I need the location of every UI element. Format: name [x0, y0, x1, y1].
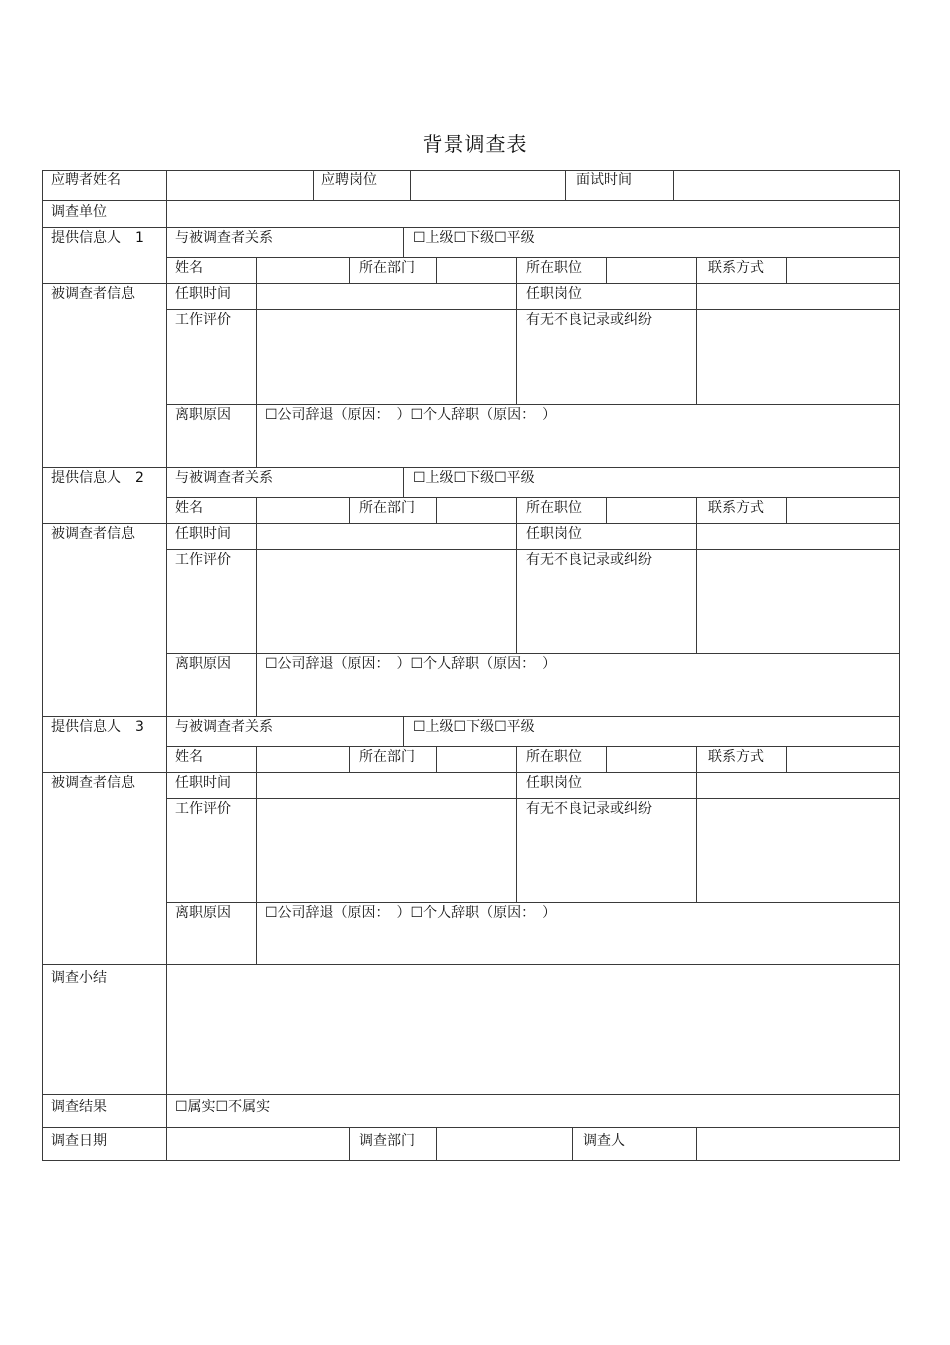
result-label: 调查结果 [51, 1099, 107, 1115]
provider-2-dept-field[interactable] [437, 498, 515, 523]
survey-dept-label: 调查部门 [359, 1133, 415, 1149]
provider-3-evaluation-field[interactable] [257, 799, 515, 902]
leave-reason-options: ☐公司辞退（原因： ）☐个人辞职（原因： ） [265, 656, 557, 672]
provider-1-post-field[interactable] [697, 284, 898, 309]
provider-name-label: 姓名 [175, 260, 203, 276]
table-rule-horizontal [166, 653, 900, 654]
survey-date-label: 调查日期 [51, 1133, 107, 1149]
leave-reason-label: 离职原因 [175, 656, 231, 672]
summary-label: 调查小结 [51, 970, 107, 986]
table-rule-vertical [166, 170, 167, 965]
provider-name-label: 姓名 [175, 500, 203, 516]
relation-options: ☐上级☐下级☐平级 [413, 230, 535, 246]
provider-1-record-field[interactable] [697, 310, 898, 404]
provider-2-evaluation-field[interactable] [257, 550, 515, 653]
evaluation-label: 工作评价 [175, 312, 231, 328]
provider-dept-label: 所在部门 [359, 749, 415, 765]
provider-2-tenure-field[interactable] [257, 524, 515, 549]
surveyor-field[interactable] [697, 1128, 898, 1159]
evaluation-label: 工作评价 [175, 801, 231, 817]
tenure-label: 任职时间 [175, 775, 231, 791]
survey-dept-field[interactable] [437, 1128, 571, 1159]
leave-reason-label: 离职原因 [175, 905, 231, 921]
table-rule-horizontal [166, 902, 900, 903]
table-rule-horizontal [42, 467, 900, 468]
page-title: 背景调查表 [422, 132, 528, 156]
provider-3-post-field[interactable] [697, 773, 898, 798]
table-rule-vertical [565, 170, 566, 201]
leave-reason-options: ☐公司辞退（原因： ）☐个人辞职（原因： ） [265, 407, 557, 423]
post-label: 任职岗位 [526, 526, 582, 542]
result-options: ☐属实☐不属实 [175, 1099, 271, 1115]
provider-2-record-field[interactable] [697, 550, 898, 653]
provider-2-label: 提供信息人 2 [51, 470, 144, 486]
provider-job-label: 所在职位 [526, 749, 582, 765]
tenure-label: 任职时间 [175, 526, 231, 542]
relation-label: 与被调查者关系 [175, 470, 273, 486]
evaluation-label: 工作评价 [175, 552, 231, 568]
table-rule-horizontal [166, 404, 900, 405]
table-rule-vertical [349, 257, 350, 284]
interview-time-label: 面试时间 [576, 172, 632, 188]
provider-2-job-field[interactable] [607, 498, 695, 523]
post-label: 任职岗位 [526, 286, 582, 302]
provider-3-name-field[interactable] [257, 747, 348, 772]
provider-3-label: 提供信息人 3 [51, 719, 144, 735]
provider-dept-label: 所在部门 [359, 500, 415, 516]
surveyor-label: 调查人 [583, 1133, 625, 1149]
table-rule-vertical [403, 227, 404, 258]
subject-info-label: 被调查者信息 [51, 775, 135, 791]
survey-date-field[interactable] [167, 1128, 348, 1159]
leave-reason-options: ☐公司辞退（原因： ）☐个人辞职（原因： ） [265, 905, 557, 921]
provider-contact-label: 联系方式 [708, 749, 764, 765]
position-applied-field[interactable] [411, 171, 564, 199]
provider-3-job-field[interactable] [607, 747, 695, 772]
table-rule-vertical [349, 1127, 350, 1161]
provider-3-dept-field[interactable] [437, 747, 515, 772]
provider-2-name-field[interactable] [257, 498, 348, 523]
tenure-label: 任职时间 [175, 286, 231, 302]
provider-name-label: 姓名 [175, 749, 203, 765]
provider-job-label: 所在职位 [526, 260, 582, 276]
table-rule-horizontal [42, 1160, 900, 1161]
position-applied-label: 应聘岗位 [321, 172, 377, 188]
provider-1-contact-field[interactable] [787, 258, 898, 283]
provider-2-contact-field[interactable] [787, 498, 898, 523]
table-rule-vertical [313, 170, 314, 201]
relation-label: 与被调查者关系 [175, 230, 273, 246]
relation-options: ☐上级☐下级☐平级 [413, 470, 535, 486]
provider-2-post-field[interactable] [697, 524, 898, 549]
misconduct-record-label: 有无不良记录或纠纷 [526, 801, 652, 817]
provider-contact-label: 联系方式 [708, 260, 764, 276]
table-rule-horizontal [42, 716, 900, 717]
table-rule-vertical [349, 497, 350, 524]
interview-time-field[interactable] [674, 171, 898, 199]
table-rule-vertical [899, 170, 900, 1161]
table-rule-vertical [403, 467, 404, 498]
provider-1-dept-field[interactable] [437, 258, 515, 283]
table-rule-vertical [572, 1127, 573, 1161]
provider-1-name-field[interactable] [257, 258, 348, 283]
table-rule-vertical [516, 257, 517, 405]
table-rule-horizontal [42, 227, 900, 228]
table-rule-vertical [42, 170, 43, 1161]
survey-unit-field[interactable] [167, 201, 898, 226]
relation-options: ☐上级☐下级☐平级 [413, 719, 535, 735]
provider-3-tenure-field[interactable] [257, 773, 515, 798]
misconduct-record-label: 有无不良记录或纠纷 [526, 552, 652, 568]
misconduct-record-label: 有无不良记录或纠纷 [526, 312, 652, 328]
provider-3-record-field[interactable] [697, 799, 898, 902]
summary-field[interactable] [167, 965, 898, 1093]
table-rule-vertical [516, 497, 517, 654]
survey-unit-label: 调查单位 [51, 204, 107, 220]
relation-label: 与被调查者关系 [175, 719, 273, 735]
post-label: 任职岗位 [526, 775, 582, 791]
leave-reason-label: 离职原因 [175, 407, 231, 423]
provider-1-tenure-field[interactable] [257, 284, 515, 309]
provider-3-contact-field[interactable] [787, 747, 898, 772]
provider-contact-label: 联系方式 [708, 500, 764, 516]
subject-info-label: 被调查者信息 [51, 526, 135, 542]
applicant-name-label: 应聘者姓名 [51, 172, 121, 188]
subject-info-label: 被调查者信息 [51, 286, 135, 302]
table-rule-vertical [403, 716, 404, 747]
provider-job-label: 所在职位 [526, 500, 582, 516]
table-rule-horizontal [42, 1094, 900, 1095]
provider-dept-label: 所在部门 [359, 260, 415, 276]
applicant-name-field[interactable] [167, 171, 312, 199]
provider-1-evaluation-field[interactable] [257, 310, 515, 404]
table-rule-vertical [349, 746, 350, 773]
provider-1-job-field[interactable] [607, 258, 695, 283]
provider-1-label: 提供信息人 1 [51, 230, 144, 246]
table-rule-vertical [516, 746, 517, 903]
